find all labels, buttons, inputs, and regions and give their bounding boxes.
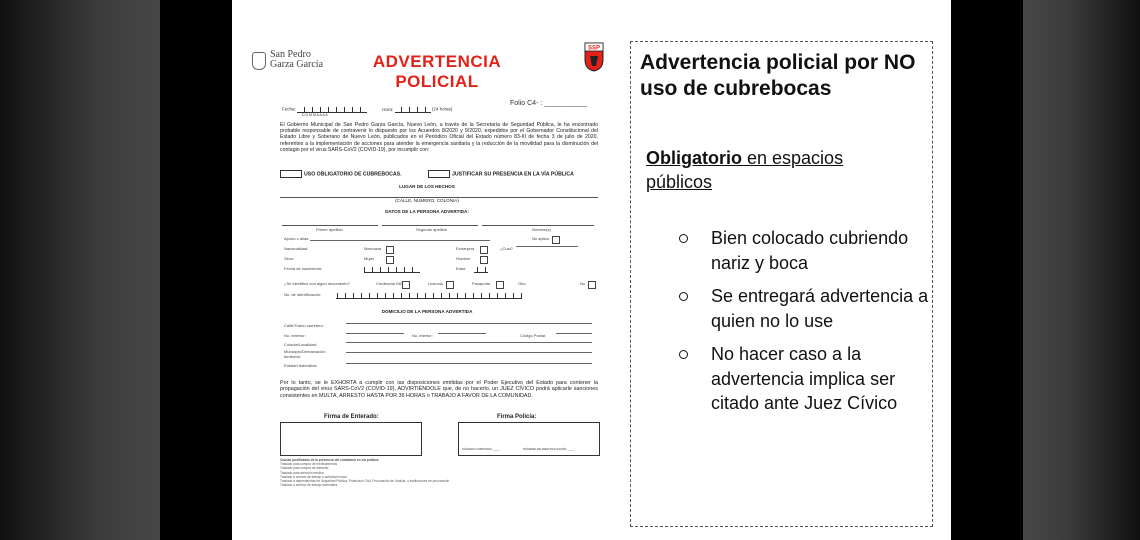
firma-enterado-box[interactable]: [280, 422, 422, 456]
summary-panel: [630, 41, 933, 527]
extranjera-checkbox[interactable]: [480, 246, 488, 254]
left-blur-margin: [0, 0, 160, 540]
fecha-nacimiento-row: Fecha de nacimiento: Edad: [284, 266, 594, 271]
warning-form-document: San Pedro Garza García ADVERTENCIA POLICIAL SSP Fecha: Hora: (24 horas) D D M M A A A A Folio C4- : ___________ El Gobierno Municipal de San Pedro Garza García, Nuevo León, a través de la Secretaría de Seguridad Pública, le ha encontrado probable responsable de contravenir lo dispuesto por los Acuerdos 8/2020 y 9/2020, expedidos por el Gobernador Constitucional del Estado Libre y Soberano de Nuevo León, publicados en el Periódico Oficial del Estado número 83-III de fecha 3 de julio de 2020, referentes a la implementación de acciones para atender la emergencia sanitaria y la reducción de la movilidad para la disminución del contagio por el virus SARS-CoV2 (COVID-19), por incumplir con: USO OBLIGATORIO DE CUBREBOCAS. JUSTIFICAR SU PRESENCIA EN LA VÍA PÚBLICA LUGAR DE LOS HECHOS (CALLE, NÚMERO, COLONIA) DATOS DE LA PERSONA ADVERTIDA: Primer apellido Segundo apellido Nombre(s) Apodo o alias: No aplica Nacionalidad: Mexicana Extranjera ¿Cuál? Sexo: Mujer Hombre Fecha de nacimiento: Edad ¿Se identificó con algún documento? Credencial INE Licencia Pasaporte Otro No No. de identificación: DOMICILIO DE LA PERSONA ADVERTIDA Calle/Tramo carretero: No. exterior: No. interior: Código Postal: Colonia/Localidad: Municipio/Demarcación territorial: Entidad federativa: Por lo tanto, se le EXHORTA a cumplir con las disposiciones emitidas por el Poder Ejecutivo del Estado para contener la propagación del virus SARS-CoV2 (COVID-19), ADVIRTIÉNDOLE que, de no hacerlo, un JUEZ CÍVICO podrá aplicarle sanciones consistentes en MULTA, ARRESTO HASTA POR 36 HORAS o TRABAJO A FAVOR DE LA COMUNIDAD. Firma de Enterado: Firma Policía: CÁMARA CORPORAL ____ NÚMERO DE IDENTIFICACIÓN ____ Causas justificadas de la presencia del ciudadano en vía pública: Traslado para compra de medicamentos Traslado para compra de alimento Traslado para atención médica Traslado a centros de trabajo o actividad social Traslado a dependencias de Seguridad Pública, Protección Civil, Procuración de Justicia, o instituciones de procuración Traslado a centros de trabajo esenciales: [252, 38, 602, 498]
credencial-checkbox[interactable]: [402, 281, 410, 289]
firma-policia-label: Firma Policía:: [497, 414, 537, 420]
closing-paragraph: Por lo tanto, se le EXHORTA a cumplir con las disposiciones emitidas por el Poder Ejecutivo del Estado para contener la propagación del virus SARS-CoV2 (COVID-19), ADVIRTIÉNDOLE que, de no hacerlo, un JUEZ CÍVICO podrá aplicarle sanciones consistentes en MULTA, ARRESTO HASTA POR 36 HORAS o TRABAJO A FAVOR DE LA COMUNIDAD.: [280, 380, 598, 399]
num-identificacion-boxes[interactable]: [336, 292, 522, 299]
nacionalidad-row: Nacionalidad: Mexicana Extranjera ¿Cuál?: [284, 246, 594, 251]
panel-title: Advertencia policial por NO uso de cubrebocas: [640, 51, 916, 100]
legal-footnote: Causas justificadas de la presencia del ciudadano en vía pública: Traslado para compra de medicamentos Traslado para compra de alimento Traslado para atención médica Traslado a centros de trabajo o actividad social Traslado a dependencias de Seguridad Pública, Protección Civil, Procuración de Justicia, o instituciones de procuración Traslado a centros de trabajo esenciales: [280, 458, 510, 487]
primer-apellido-line[interactable]: [282, 225, 378, 226]
fecha-hint: D D M M A A A A: [302, 113, 328, 117]
datos-label: DATOS DE LA PERSONA ADVERTIDA:: [385, 209, 469, 214]
checkbox-icon[interactable]: [280, 170, 302, 178]
segundo-apellido-line[interactable]: [382, 225, 478, 226]
colonia-line[interactable]: [346, 342, 592, 343]
right-black-margin: [951, 0, 1023, 540]
legal-item: Traslado para compra de alimento: [280, 466, 329, 471]
cual-line[interactable]: [516, 246, 578, 247]
slide: [232, 0, 951, 540]
legal-item: Traslado a centros de trabajo o actividad social: [280, 474, 347, 479]
hombre-checkbox[interactable]: [480, 256, 488, 264]
firma-enterado-label: Firma de Enterado:: [324, 414, 379, 420]
edad-boxes[interactable]: [474, 266, 488, 273]
legal-item: Traslado para compra de medicamentos: [280, 462, 338, 467]
num-identificacion-row: No. de identificación:: [284, 292, 594, 297]
intro-paragraph: El Gobierno Municipal de San Pedro Garza García, Nuevo León, a través de la Secretaría de Seguridad Pública, le ha encontrado probable responsable de contravenir lo dispuesto por los Acuerdos 8/2020 y 9/2020, expedidos por el Gobernador Constitucional del Estado Libre y Soberano de Nuevo León, publicados en el Periódico Oficial del Estado número 83-III de fecha 3 de julio de 2020, referentes a la implementación de acciones para atender la emergencia sanitaria y la reducción de la movilidad para la disminución del contagio por el virus SARS-CoV2 (COVID-19), por incumplir con:: [280, 122, 598, 153]
bullet-item: No hacer caso a la advertencia implica ser citado ante Juez Cívico: [679, 342, 929, 416]
codigo-postal-line[interactable]: [556, 333, 592, 334]
num-identificacion-label: NÚMERO DE IDENTIFICACIÓN ____: [523, 447, 574, 451]
municipality-name-line1: San Pedro: [270, 49, 311, 60]
checkbox-icon[interactable]: [428, 170, 450, 178]
circle-bullet-icon: [679, 234, 688, 243]
fecha-nacimiento-boxes[interactable]: [364, 266, 420, 273]
bullet-list: [679, 226, 929, 425]
left-black-margin: [160, 0, 232, 540]
lugar-label: LUGAR DE LOS HECHOS: [399, 184, 455, 189]
right-blur-margin: [1023, 0, 1140, 540]
no-checkbox[interactable]: [588, 281, 596, 289]
legal-item: Traslado a centros de trabajo esenciales: [280, 483, 338, 488]
no-aplica-checkbox[interactable]: [552, 236, 560, 244]
calle-line[interactable]: [346, 323, 592, 324]
camara-corporal-label: CÁMARA CORPORAL ____: [462, 447, 500, 451]
ssp-shield-icon: [584, 42, 604, 72]
no-interior-line[interactable]: [438, 333, 486, 334]
lugar-hint: (CALLE, NÚMERO, COLONIA): [395, 198, 459, 203]
mexicana-checkbox[interactable]: [386, 246, 394, 254]
licencia-checkbox[interactable]: [446, 281, 454, 289]
fecha-hora-row: Fecha: Hora: (24 horas) D D M M A A A A: [282, 106, 453, 117]
legal-item: Traslado para atención médica: [280, 470, 324, 475]
domicilio-label: DOMICILIO DE LA PERSONA ADVERTIDA: [381, 309, 473, 314]
apodo-row: Apodo o alias: No aplica: [284, 236, 594, 241]
panel-subtitle: Obligatorio en espacios públicos: [646, 148, 844, 192]
pasaporte-checkbox[interactable]: [496, 281, 504, 289]
municipality-name-line2: Garza García: [270, 59, 324, 70]
fecha-boxes[interactable]: [297, 106, 367, 113]
municipal-seal-icon: [252, 52, 266, 70]
bullet-item: Bien colocado cubriendo nariz y boca: [679, 226, 929, 275]
mujer-checkbox[interactable]: [386, 256, 394, 264]
apodo-line[interactable]: [310, 240, 490, 241]
calle-row: Calle/Tramo carretero:: [284, 323, 594, 328]
circle-bullet-icon: [679, 350, 688, 359]
form-title: ADVERTENCIA POLICIAL: [372, 52, 502, 91]
entidad-row: Entidad federativa:: [284, 363, 594, 368]
check-uso-cubrebocas[interactable]: USO OBLIGATORIO DE CUBREBOCAS.: [280, 170, 402, 178]
folio-field[interactable]: Folio C4- : ___________: [510, 100, 588, 107]
municipio-line[interactable]: [346, 352, 592, 353]
entidad-line[interactable]: [346, 363, 592, 364]
no-exterior-line[interactable]: [346, 333, 404, 334]
firma-policia-box[interactable]: [458, 422, 600, 456]
hora-boxes[interactable]: [395, 106, 431, 113]
nombres-line[interactable]: [482, 225, 594, 226]
sexo-row: Sexo: Mujer Hombre: [284, 256, 594, 261]
circle-bullet-icon: [679, 292, 688, 301]
ssp-logo-text: SSP: [587, 45, 601, 52]
colonia-row: Colonia/Localidad:: [284, 342, 594, 347]
identificacion-row: ¿Se identificó con algún documento? Credencial INE Licencia Pasaporte Otro No: [284, 281, 594, 286]
numeros-row: No. exterior: No. interior: Código Postal:: [284, 333, 594, 338]
check-justificar-presencia[interactable]: JUSTIFICAR SU PRESENCIA EN LA VÍA PÚBLICA: [428, 170, 574, 178]
legal-item: Traslado a dependencias de Seguridad Pública, Protección Civil, Procuración de Justicia, o instituciones de procuración: [280, 479, 450, 484]
bullet-item: Se entregará advertencia a quien no lo use: [679, 284, 929, 333]
municipio-row: Municipio/Demarcación territorial:: [284, 349, 326, 359]
